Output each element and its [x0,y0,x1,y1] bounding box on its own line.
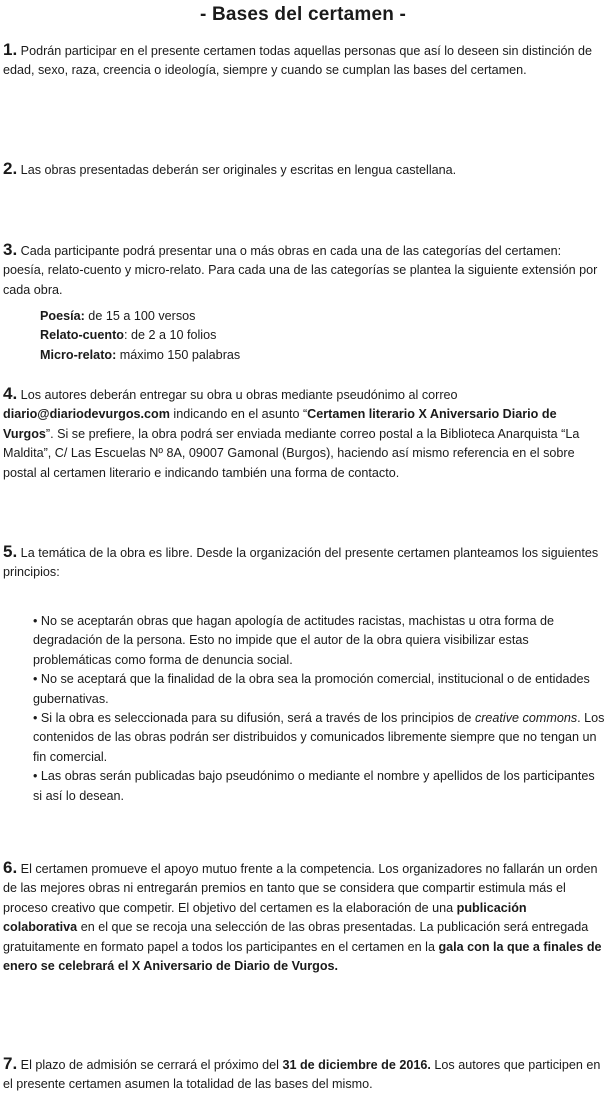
base-2-text: Las obras presentadas deberán ser originales y escritas en lengua castellana. [17,163,457,177]
base-3-text: Cada participante podrá presentar una o más obras en cada una de las categorías del certamen: poesía, relato-cuento y micro-relato. Para cada una de las categorías se plantea la siguiente extensión por cada obra. [3,244,598,297]
base-3-number: 3. [3,240,18,259]
category-value: máximo 150 palabras [116,347,241,362]
base-2 [3,159,604,180]
base-5-number: 5. [3,542,18,561]
base-1 [3,40,604,81]
principle-item [33,709,606,767]
base-6-number: 6. [3,858,18,877]
base-3 [3,240,604,300]
base-7 [3,1054,604,1095]
base-2-number: 2. [3,159,18,178]
base-6 [3,858,604,976]
deadline-date: 31 de diciembre de 2016. [282,1058,431,1072]
creative-commons-term: creative commons [474,711,578,726]
category-label: Micro-relato: [40,347,117,362]
base-4-text-3: ”. Si se prefiere, la obra podrá ser enviada mediante correo postal a la Biblioteca Anarquista “La Maldita”, C/ Las Escuelas Nº 8A, 09007 Gamonal (Burgos), haciendo así mismo referencia en el sobre postal al certamen literario e indicando también una forma de contacto. [3,426,580,480]
contact-email: diario@diariodevurgos.com [3,407,170,422]
principles-list [33,612,606,806]
principle-text: • Si la obra es seleccionada para su difusión, será a través de los principios de [33,711,475,726]
base-4-text-2: indicando en el asunto “ [169,407,308,422]
category-label: Relato-cuento [40,328,124,343]
category-value: : de 2 a 10 folios [123,328,217,343]
base-1-number: 1. [3,40,18,59]
base-7-text-2: Los autores que participen en el presente certamen asumen la totalidad de las bases del mismo. [3,1058,601,1092]
base-1-text: Podrán participar en el presente certamen todas aquellas personas que así lo deseen sin distinción de edad, sexo, raza, creencia o ideología, siempre y cuando se cumplan las bases del certamen. [3,44,592,78]
principle-text-2: . Los contenidos de las obras podrán ser distribuidos y comunicados libremente siempre que no tengan un fin comercial. [33,711,605,764]
email-subject: Certamen literario X Aniversario Diario de Vurgos [3,407,557,441]
publication-term: publicación colaborativa [3,900,527,935]
category-micro-relato [40,346,240,365]
gala-term: gala con la que a finales de enero se celebrará el X Aniversario de Diario de Vurgos. [3,939,602,974]
base-6-text: El certamen promueve el apoyo mutuo frente a la competencia. Los organizadores no fallarán un orden de las mejores obras ni entregarán premios en tanto que se considera que compartir estimula más el proceso creativo que competir. El objetivo del certamen es la elaboración de una [3,862,598,915]
category-relato-cuento [40,326,240,345]
principle-item: • No se aceptará que la finalidad de la obra sea la promoción comercial, institucional o de entidades gubernativas. [33,672,590,706]
base-6-text-2: en el que se recoja una selección de las obras presentadas. La publicación será entregada gratuitamente en formato papel a todos los participantes en el certamen en la [3,920,589,954]
page-title: - Bases del certamen - [199,4,407,25]
base-4-number: 4. [3,384,18,403]
principle-item: • No se aceptarán obras que hagan apología de actitudes racistas, machistas u otra forma de degradación de la persona. Esto no impide que el autor de la obra quiera visibilizar estas problemáticas como forma de denuncia social. [33,614,555,667]
base-7-text: El plazo de admisión se cerrará el próximo del [17,1058,283,1072]
category-label: Poesía: [40,309,85,323]
base-7-number: 7. [3,1054,18,1073]
category-value: de 15 a 100 versos [84,309,196,323]
base-4-text: Los autores deberán entregar su obra u obras mediante pseudónimo al correo [17,388,458,402]
base-5-text: La temática de la obra es libre. Desde la organización del presente certamen planteamos los siguientes principios: [3,546,599,580]
base-4 [3,384,604,483]
base-5 [3,542,604,583]
category-poesia [40,307,240,326]
category-list [40,307,240,365]
principle-item: • Las obras serán publicadas bajo pseudónimo o mediante el nombre y apellidos de los participantes si así lo desean. [33,769,595,803]
